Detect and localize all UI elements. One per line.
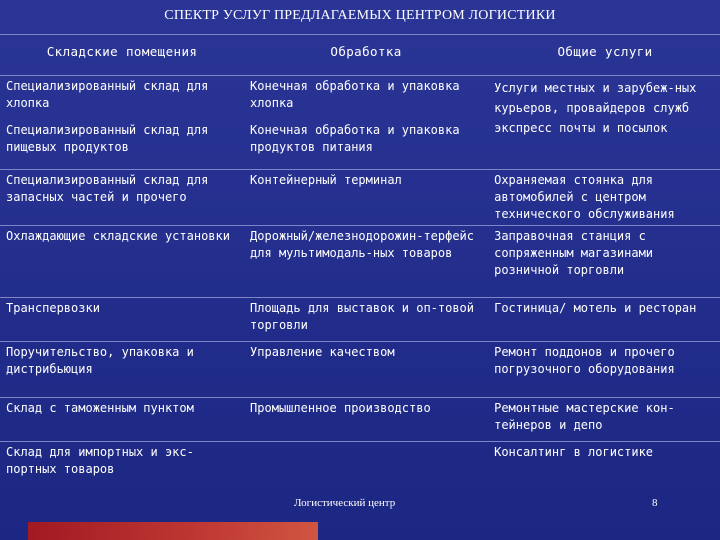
table-cell: Специализированный склад для пищевых продуктов xyxy=(0,120,244,170)
table-row xyxy=(0,398,720,442)
slide-title: СПЕКТР УСЛУГ ПРЕДЛАГАЕМЫХ ЦЕНТРОМ ЛОГИСТИКИ xyxy=(164,8,556,23)
table-cell xyxy=(244,442,488,481)
page-number: 8 xyxy=(652,497,658,509)
table-header-row xyxy=(0,35,720,76)
table-cell: Охлаждающие складские установки xyxy=(0,226,244,298)
table-cell: Услуги местных и зарубеж-ных курьеров, провайдеров служб экспресс почты и посылок xyxy=(488,76,720,170)
header-processing: Обработка xyxy=(244,35,488,76)
table-cell: Транспервозки xyxy=(0,298,244,342)
table-row xyxy=(0,298,720,342)
header-general-services: Общие услуги xyxy=(488,35,720,76)
table-row xyxy=(0,226,720,298)
footer-label: Логистический центр xyxy=(294,497,396,509)
table-cell: Склад для импортных и экс-портных товаров xyxy=(0,442,244,481)
table-cell: Консалтинг в логистике xyxy=(488,442,720,481)
table-cell: Охраняемая стоянка для автомобилей с центром технического обслуживания xyxy=(488,170,720,226)
table-row xyxy=(0,76,720,120)
table-cell: Площадь для выставок и оп-товой торговли xyxy=(244,298,488,342)
table-cell: Специализированный склад для хлопка xyxy=(0,76,244,120)
table-cell: Специализированный склад для запасных частей и прочего xyxy=(0,170,244,226)
table-cell: Гостиница/ мотель и ресторан xyxy=(488,298,720,342)
table-cell: Конечная обработка и упаковка хлопка xyxy=(244,76,488,120)
table-cell: Контейнерный терминал xyxy=(244,170,488,226)
table-row xyxy=(0,342,720,398)
table-cell: Промышленное производство xyxy=(244,398,488,442)
header-warehouses: Складские помещения xyxy=(0,35,244,76)
table-cell: Конечная обработка и упаковка продуктов питания xyxy=(244,120,488,170)
table-row xyxy=(0,170,720,226)
decorative-red-band xyxy=(28,522,318,540)
services-table xyxy=(0,34,720,480)
table-cell: Ремонтные мастерские кон-тейнеров и депо xyxy=(488,398,720,442)
table-cell: Склад с таможенным пунктом xyxy=(0,398,244,442)
table-cell: Поручительство, упаковка и дистрибьюция xyxy=(0,342,244,398)
table-cell: Ремонт поддонов и прочего погрузочного оборудования xyxy=(488,342,720,398)
table-cell: Заправочная станция с сопряженным магазинами розничной торговли xyxy=(488,226,720,298)
table-cell: Управление качеством xyxy=(244,342,488,398)
table-row xyxy=(0,442,720,481)
table-cell: Дорожный/железнодорожин-терфейс для мультимодаль-ных товаров xyxy=(244,226,488,298)
